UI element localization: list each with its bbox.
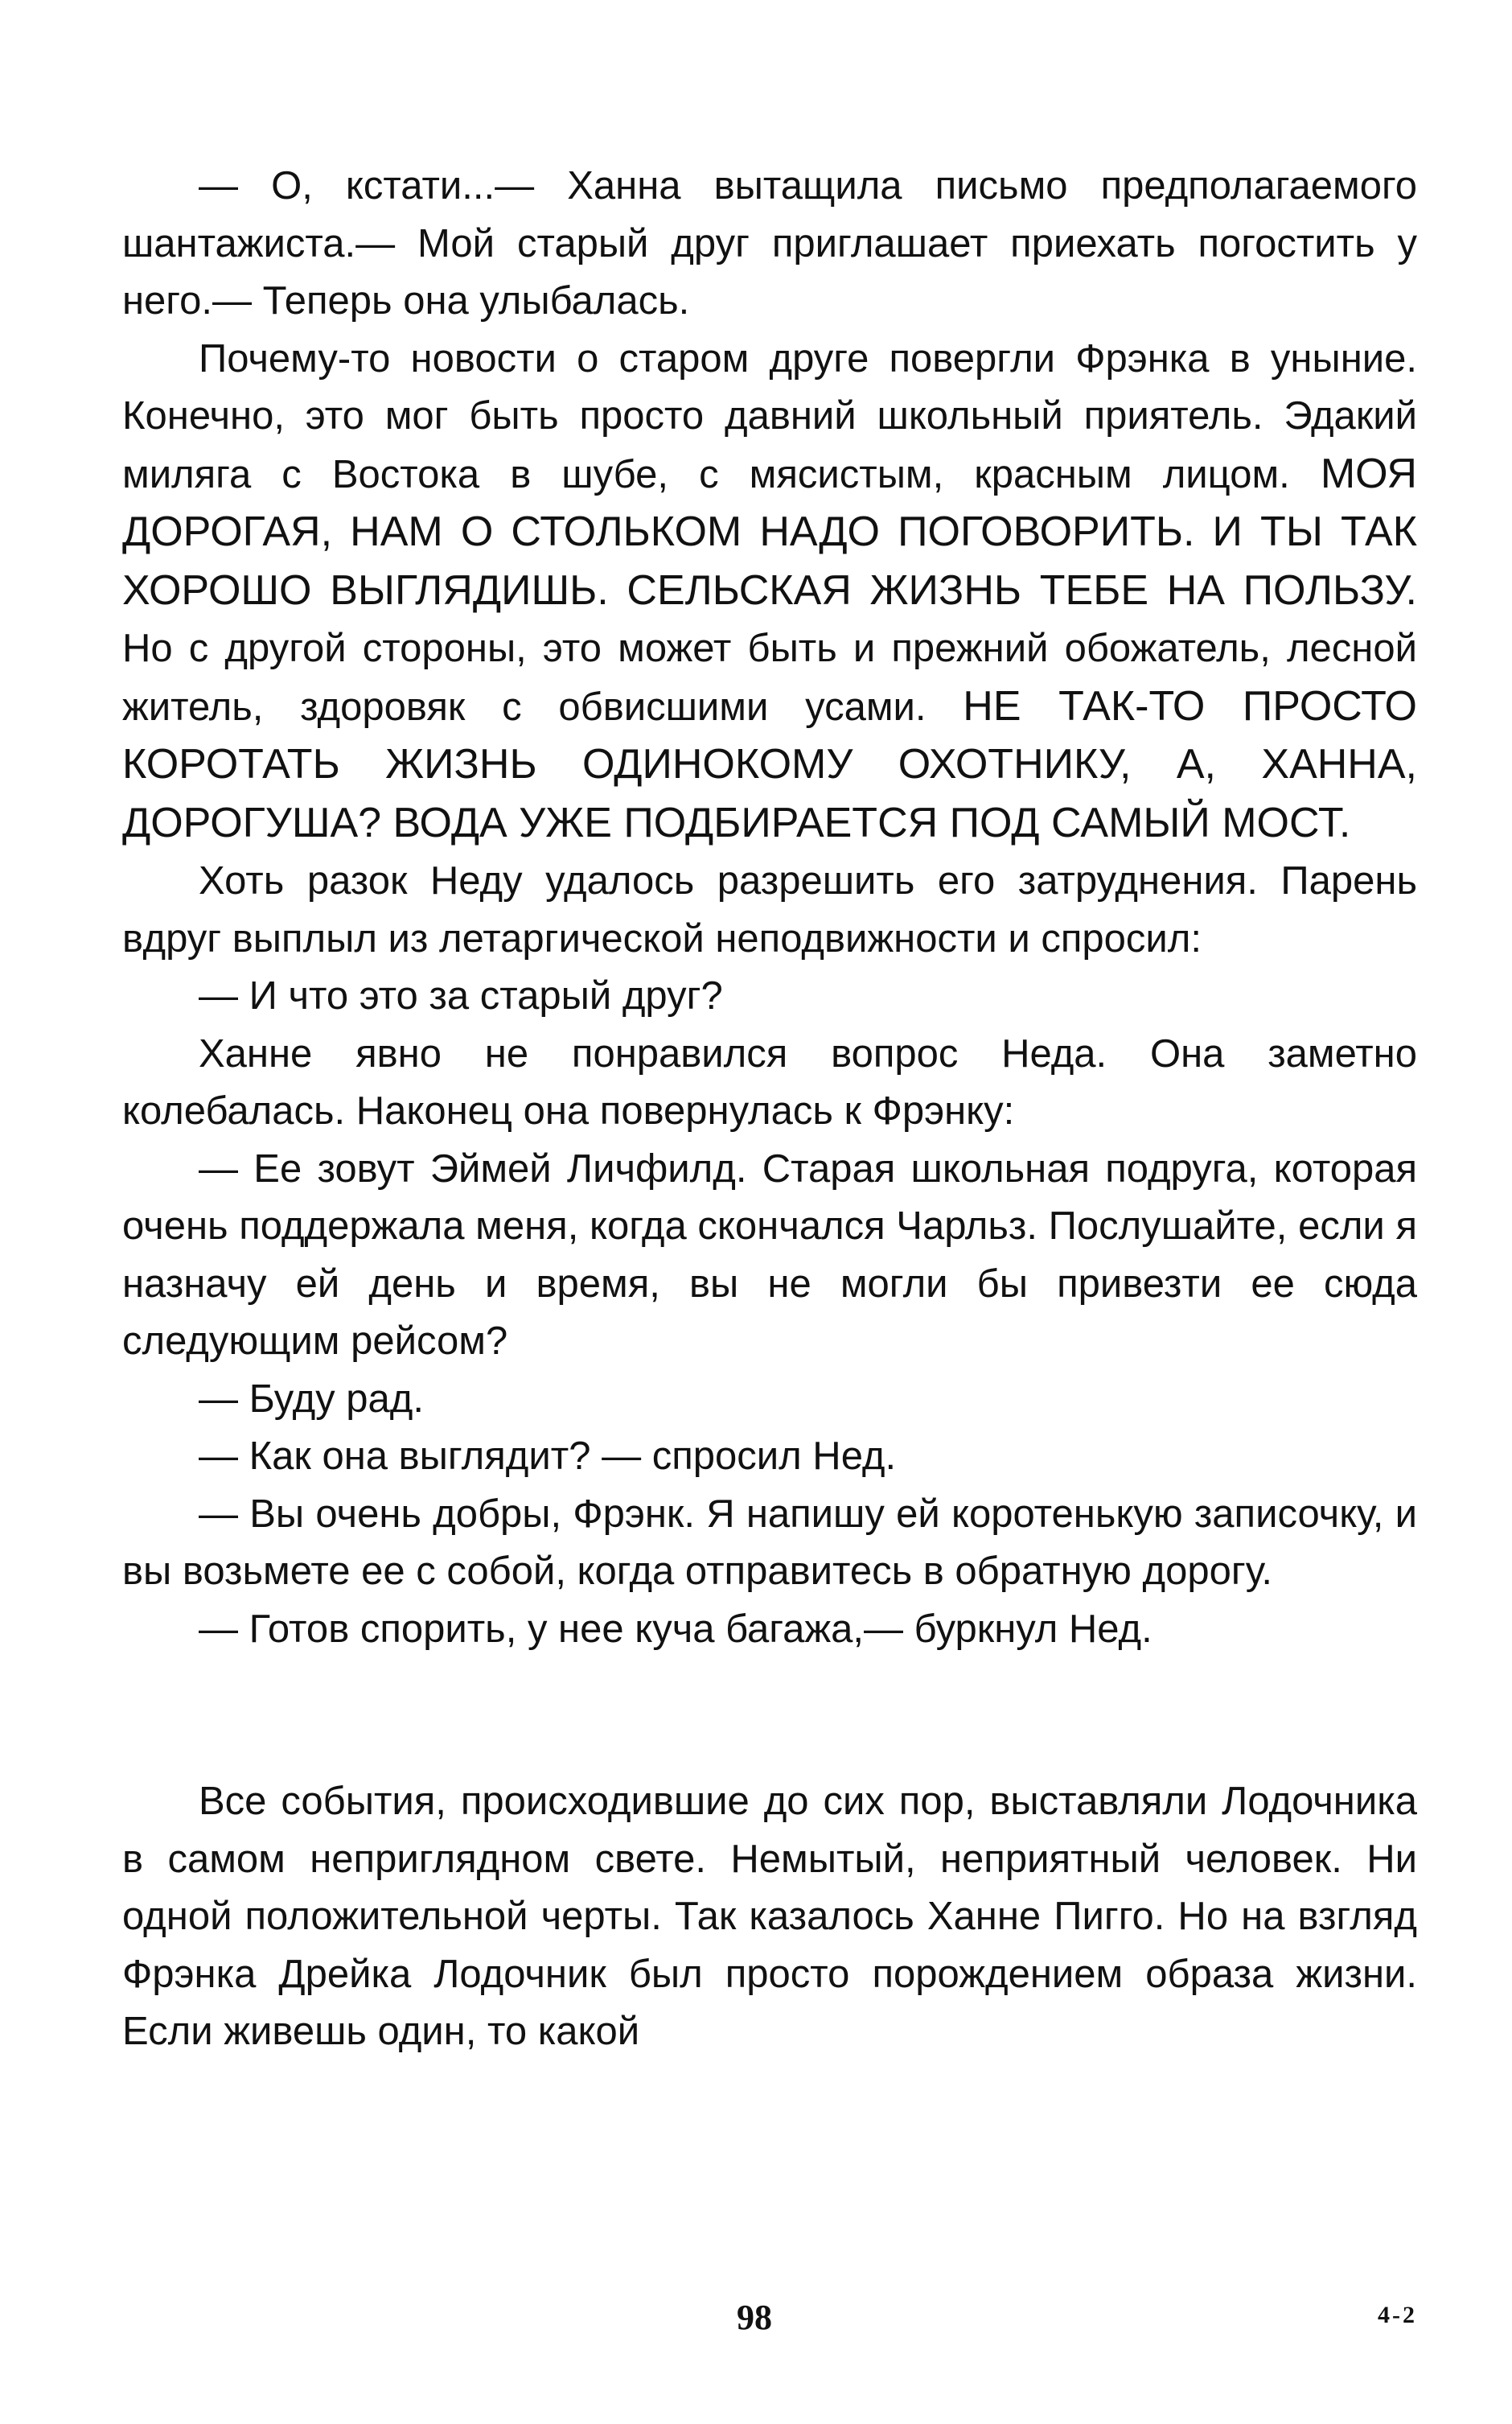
paragraph-text: — О, кстати...— Ханна вытащила письмо предполагаемого шантажиста.— Мой старый друг приглашает приехать погостить у него.— Теперь она улыбалась. — [122, 164, 1417, 323]
dialogue-line — [122, 968, 1417, 1026]
caps-inner-voice: НЕ ТАК-ТО ПРОСТО КОРОТАТЬ ЖИЗНЬ ОДИНОКОМУ ОХОТНИКУ, А, ХАННА, ДОРОГУША? ВОДА УЖЕ ПОДБИРАЕТСЯ ПОД САМЫЙ МОСТ. — [122, 682, 1417, 846]
dialogue-line — [122, 1428, 1417, 1486]
paragraph-text: — Готов спорить, у нее куча багажа,— буркнул Нед. — [199, 1607, 1152, 1651]
book-page — [122, 158, 1417, 2061]
dialogue-line — [122, 1141, 1417, 1371]
paragraph-text: — Как она выглядит? — спросил Нед. — [199, 1434, 897, 1478]
paragraph-text: — И что это за старый друг? — [199, 974, 723, 1018]
paragraph-text: — Вы очень добры, Фрэнк. Я напишу ей коротенькую записочку, и вы возьмете ее с собой, когда отправитесь в обратную дорогу. — [122, 1492, 1417, 1593]
dialogue-line — [122, 1601, 1417, 1659]
paragraph-text: Но с другой стороны, это может быть и прежний обожатель, лесной житель, здоровяк с обвисшими усами. — [122, 627, 1417, 729]
paragraph-3 — [122, 853, 1417, 968]
dialogue-line — [122, 1486, 1417, 1601]
paragraph-text: Почему-то новости о старом друге повергли Фрэнка в уныние. Конечно, это мог быть просто давний школьный приятель. Эдакий миляга с Востока в шубе, с мясистым, красным лицом. — [122, 336, 1417, 496]
paragraph-text: — Ее зовут Эймей Личфилд. Старая школьная подруга, которая очень поддержала меня, когда скончался Чарльз. Послушайте, если я назначу ей день и время, вы не могли бы привезти ее сюда следующим рейсом? — [122, 1146, 1417, 1363]
paragraph-new-section — [122, 1773, 1417, 2061]
paragraph-1 — [122, 158, 1417, 331]
caps-inner-voice: МОЯ ДОРОГАЯ, НАМ О СТОЛЬКОМ НАДО ПОГОВОРИТЬ. И ТЫ ТАК ХОРОШО ВЫГЛЯДИШЬ. СЕЛЬСКАЯ ЖИЗНЬ ТЕБЕ НА ПОЛЬЗУ. — [122, 450, 1417, 614]
section-break — [122, 1658, 1417, 1773]
paragraph-4 — [122, 1026, 1417, 1141]
signature-mark: 4-2 — [1378, 2302, 1417, 2328]
paragraph-text: — Буду рад. — [199, 1377, 424, 1421]
paragraph-text: Все события, происходившие до сих пор, выставляли Лодочника в самом неприглядном свете. Немытый, неприятный человек. Ни одной положительной черты. Так казалось Ханне Пигго. Но на взгляд Фрэнка Дрейка Лодочник был просто порождением образа жизни. Если живешь один, то какой — [122, 1780, 1417, 2053]
page-number: 98 — [737, 2298, 772, 2337]
paragraph-text: Ханне явно не понравился вопрос Неда. Она заметно колебалась. Наконец она повернулась к Фрэнку: — [122, 1031, 1417, 1133]
paragraph-2 — [122, 331, 1417, 854]
paragraph-text: Хоть разок Неду удалось разрешить его затруднения. Парень вдруг выплыл из летаргической неподвижности и спросил: — [122, 859, 1417, 961]
page-footer — [0, 2297, 1512, 2345]
dialogue-line — [122, 1371, 1417, 1429]
